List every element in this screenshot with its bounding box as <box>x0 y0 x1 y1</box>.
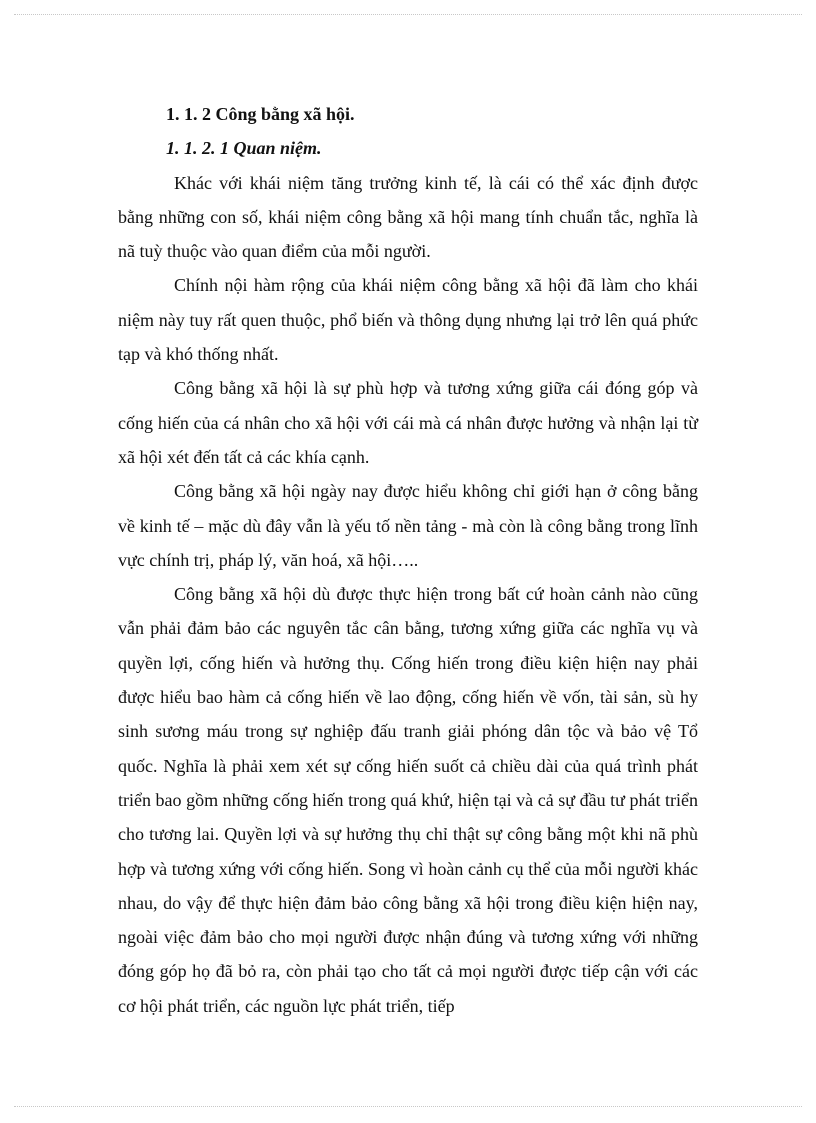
page-bottom-border <box>14 1106 802 1107</box>
paragraph-3: Công bằng xã hội là sự phù hợp và tương xứng giữa cái đóng góp và cống hiến của cá nhân cho xã hội với cái mà cá nhân được hưởng và nhận lại từ xã hội xét đến tất cả các khía cạnh. <box>118 378 698 467</box>
section-heading: 1. 1. 2 Công bằng xã hội. <box>166 104 355 124</box>
paragraph-1: Khác với khái niệm tăng trưởng kinh tế, là cái có thể xác định được bằng những con số, khái niệm công bằng xã hội mang tính chuẩn tắc, nghĩa là nã tuỳ thuộc vào quan điểm của mỗi người. <box>118 172 698 262</box>
paragraph-2: Chính nội hàm rộng của khái niệm công bằng xã hội đã làm cho khái niệm này tuy rất quen thuộc, phổ biến và thông dụng nhưng lại trở lên quá phức tạp và khó thống nhất. <box>118 275 698 365</box>
subsection-heading: 1. 1. 2. 1 Quan niệm. <box>166 138 322 159</box>
paragraph-4: Công bằng xã hội ngày nay được hiểu không chỉ giới hạn ở công bằng về kinh tế – mặc dù đây vẫn là yếu tố nền tảng - mà còn là công bằng trong lĩnh vực chính trị, pháp lý, văn hoá, xã hội….. <box>118 481 698 570</box>
page-top-border <box>14 14 802 15</box>
paragraph-5: Công bằng xã hội dù được thực hiện trong bất cứ hoàn cảnh nào cũng vẫn phải đảm bảo các nguyên tắc cân bằng, tương xứng giữa các nghĩa vụ và quyền lợi, cống hiến và hưởng thụ. Cống hiến trong điều kiện hiện nay phải được hiểu bao hàm cả cống hiến về lao động, cống hiến về vốn, tài sản, sù hy sinh sương máu trong sự nghiệp đấu tranh giải phóng dân tộc và bảo vệ Tổ quốc. Nghĩa là phải xem xét sự cống hiến suốt cả chiều dài của quá trình phát triển bao gồm những cống hiến trong quá khứ, hiện tại và cả sự đầu tư phát triển cho tương lai. Quyền lợi và sự hưởng thụ chỉ thật sự công bằng một khi nã phù hợp và tương xứng với cống hiến. Song vì hoàn cảnh cụ thể của mỗi người khác nhau, do vậy để thực hiện đảm bảo công bằng xã hội trong điều kiện hiện nay, ngoài việc đảm bảo cho mọi người được nhận đúng và tương xứng với những đóng góp họ đã bỏ ra, còn phải tạo cho tất cả mọi người được tiếp cận với các cơ hội phát triển, các nguồn lực phát triển, tiếp <box>118 584 698 1016</box>
document-body <box>118 97 698 1023</box>
